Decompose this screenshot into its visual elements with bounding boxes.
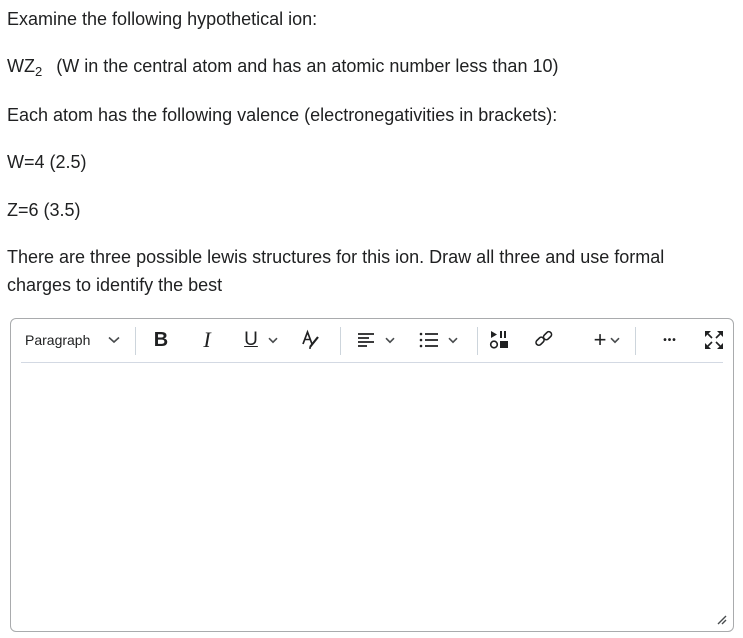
insert-media-icon[interactable] (489, 329, 511, 351)
ion-formula (7, 52, 558, 80)
toolbar-divider (635, 327, 636, 355)
underline-button[interactable]: U (244, 329, 258, 350)
align-left-icon[interactable] (356, 330, 376, 350)
chevron-down-icon[interactable] (447, 331, 459, 349)
z-valence: Z=6 (3.5) (7, 200, 81, 220)
toolbar-divider-line (21, 362, 723, 363)
link-icon[interactable] (533, 329, 555, 351)
list-icon[interactable] (418, 330, 440, 350)
chevron-down-icon[interactable] (107, 331, 121, 349)
toolbar-divider (135, 327, 136, 355)
w-valence: W=4 (2.5) (7, 152, 87, 172)
toolbar-divider (477, 327, 478, 355)
editor-content-area[interactable] (23, 371, 721, 611)
toolbar-divider (340, 327, 341, 355)
fullscreen-icon[interactable] (703, 329, 725, 351)
formula-note: (W in the central atom and has an atomic number less than 10) (56, 56, 559, 76)
question-line-1: Examine the following hypothetical ion: (7, 9, 318, 29)
chevron-down-icon[interactable] (609, 331, 621, 349)
italic-button[interactable]: I (203, 327, 211, 352)
chevron-down-icon[interactable] (267, 331, 279, 349)
editor-toolbar (11, 319, 733, 362)
valence-intro: Each atom has the following valence (electronegativities in brackets): (7, 105, 558, 125)
resize-handle-icon[interactable] (715, 613, 727, 625)
chevron-down-icon[interactable] (384, 331, 396, 349)
bold-button[interactable]: B (153, 328, 169, 351)
paragraph-format-dropdown[interactable]: Paragraph (25, 332, 91, 348)
more-options-button[interactable]: ••• (663, 334, 677, 346)
formula-subscript: 2 (34, 64, 43, 79)
insert-button[interactable]: + (593, 327, 607, 352)
text-color-icon[interactable] (300, 329, 322, 351)
formula-main: WZ (7, 56, 35, 76)
instruction: There are three possible lewis structures for this ion. Draw all three and use formal charges to identify the best (7, 247, 665, 295)
rich-text-editor[interactable] (10, 318, 734, 632)
